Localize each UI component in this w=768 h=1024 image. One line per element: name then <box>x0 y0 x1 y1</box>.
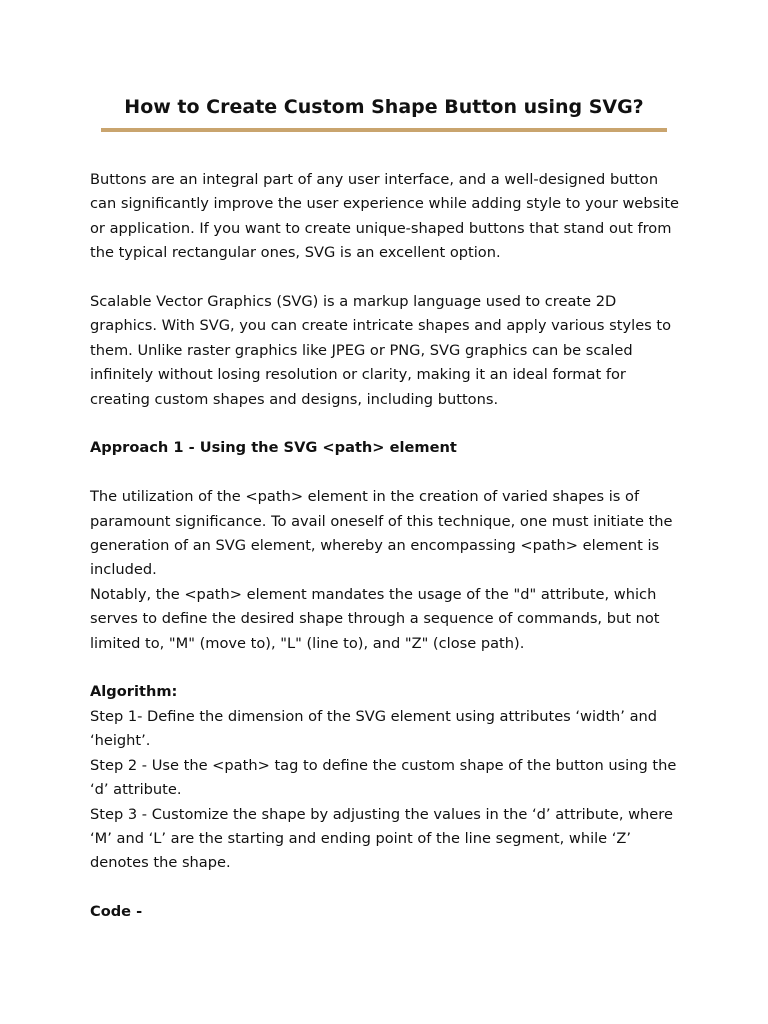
paragraph-gap <box>90 461 680 485</box>
article-body <box>90 168 680 925</box>
path-element-paragraph: The utilization of the <path> element in the creation of varied shapes is of paramount significance. To avail oneself of this technique, one must initiate the generation of an SVG element, whereby an encompassing <path> element is included. <box>90 488 673 579</box>
page-title: How to Create Custom Shape Button using SVG? <box>124 96 644 118</box>
svg-description-paragraph: Scalable Vector Graphics (SVG) is a markup language used to create 2D graphics. With SVG, you can create intricate shapes and apply various styles to them. Unlike raster graphics like JPEG or PNG, SVG graphics can be scaled infinitely without losing resolution or clarity, making it an ideal format for creating custom shapes and designs, including buttons. <box>90 293 672 408</box>
title-divider <box>101 128 667 132</box>
approach-heading: Approach 1 - Using the SVG <path> element <box>90 439 457 457</box>
algorithm-step-2: Step 2 - Use the <path> tag to define the custom shape of the button using the ‘d’ attribute. <box>90 756 677 799</box>
d-attribute-paragraph: Notably, the <path> element mandates the usage of the "d" attribute, which serves to define the desired shape through a sequence of commands, but not limited to, "M" (move to), "L" (line to), and "Z" (close path). <box>90 585 660 652</box>
algorithm-step-1: Step 1- Define the dimension of the SVG element using attributes ‘width’ and ‘height’. <box>90 707 658 750</box>
paragraph-gap <box>90 656 680 680</box>
paragraph-gap <box>90 876 680 900</box>
algorithm-step-3: Step 3 - Customize the shape by adjusting the values in the ‘d’ attribute, where ‘M’ and ‘L’ are the starting and ending point of the line segment, while ‘Z’ denotes the shape. <box>90 805 673 872</box>
code-heading: Code - <box>90 903 143 921</box>
algorithm-heading: Algorithm: <box>90 683 178 701</box>
paragraph-gap <box>90 266 680 290</box>
intro-paragraph: Buttons are an integral part of any user interface, and a well-designed button can significantly improve the user experience while adding style to your website or application. If you want to create unique-shaped buttons that stand out from the typical rectangular ones, SVG is an excellent option. <box>90 171 680 262</box>
paragraph-gap <box>90 412 680 436</box>
